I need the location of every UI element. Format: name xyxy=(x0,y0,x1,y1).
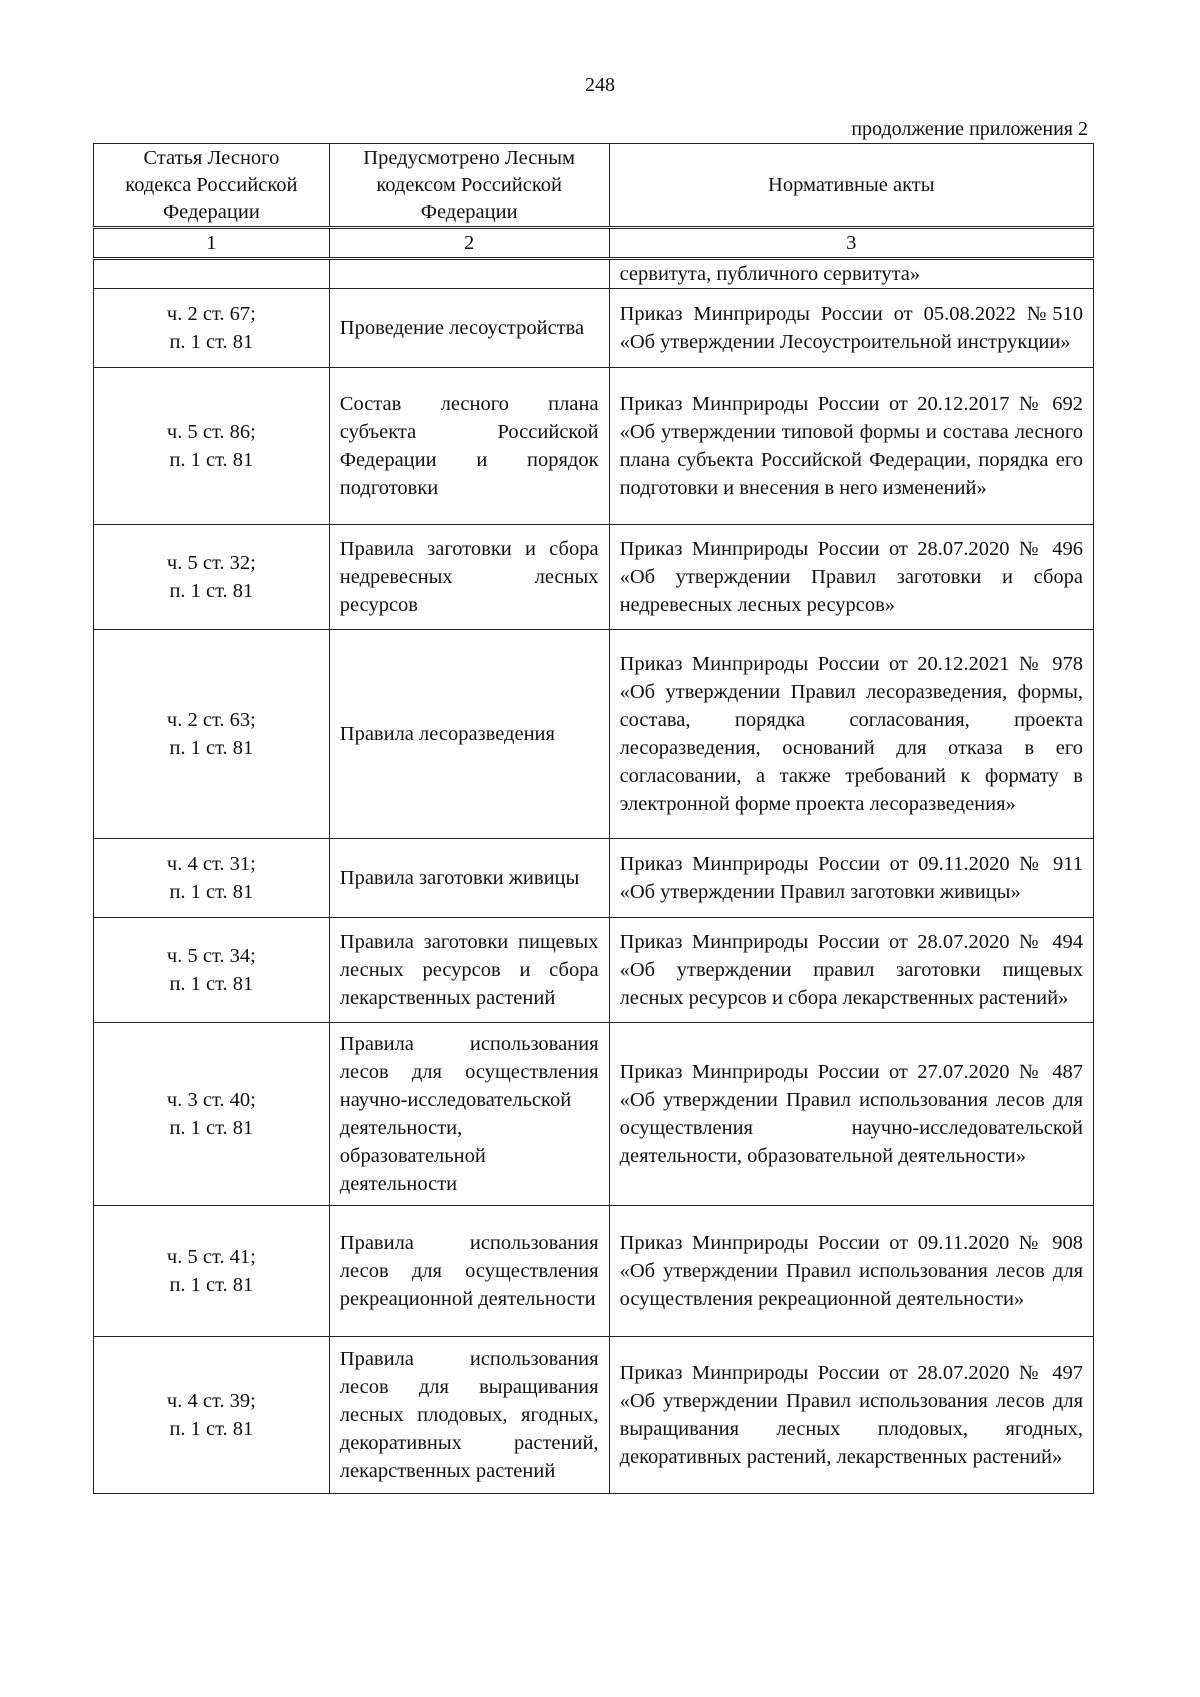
page-number: 248 xyxy=(585,74,615,96)
article-ref: ч. 4 ст. 39; xyxy=(166,1390,256,1412)
article-ref: п. 1 ст. 81 xyxy=(169,580,254,602)
acts-cell: сервитута, публичного сервитута» xyxy=(609,259,1093,289)
continuation-note: продолжение приложения 2 xyxy=(851,118,1088,140)
subject-cell xyxy=(329,259,609,289)
acts-cell: Приказ Минприроды России от 20.12.2021 № 978 «Об утверждении Правил лесоразведения, формы, состава, порядка согласования, проекта лесоразведения, оснований для отказа в его согласовании, а также требований к формату в электронной форме проекта лесоразведения» xyxy=(609,630,1093,839)
acts-cell: Приказ Минприроды России от 28.07.2020 № 496 «Об утверждении Правил заготовки и сбора недревесных лесных ресурсов» xyxy=(609,525,1093,630)
acts-cell: Приказ Минприроды России от 09.11.2020 № 911 «Об утверждении Правил заготовки живицы» xyxy=(609,839,1093,918)
table-row xyxy=(94,839,1094,918)
article-cell xyxy=(94,1023,330,1206)
article-cell xyxy=(94,525,330,630)
article-cell xyxy=(94,1337,330,1494)
header-acts: Нормативные акты xyxy=(609,144,1093,228)
article-ref: ч. 3 ст. 40; xyxy=(166,1089,256,1111)
table-row xyxy=(94,1337,1094,1494)
article-cell xyxy=(94,839,330,918)
subject-cell: Правила использования лесов для выращивания лесных плодовых, ягодных, декоративных растений, лекарственных растений xyxy=(329,1337,609,1494)
column-number-row xyxy=(94,228,1094,259)
acts-cell: Приказ Минприроды России от 09.11.2020 № 908 «Об утверждении Правил использования лесов для осуществления рекреационной деятельности» xyxy=(609,1206,1093,1337)
subject-cell: Правила заготовки и сбора недревесных лесных ресурсов xyxy=(329,525,609,630)
subject-cell: Правила заготовки пищевых лесных ресурсов и сбора лекарственных растений xyxy=(329,918,609,1023)
article-ref: п. 1 ст. 81 xyxy=(169,881,254,903)
article-ref: ч. 2 ст. 67; xyxy=(166,303,256,325)
header-article: Статья Лесного кодекса Российской Федерации xyxy=(94,144,330,228)
subject-cell: Правила использования лесов для осуществления рекреационной деятельности xyxy=(329,1206,609,1337)
article-ref: п. 1 ст. 81 xyxy=(169,1418,254,1440)
subject-cell: Правила заготовки живицы xyxy=(329,839,609,918)
table-header-row xyxy=(94,144,1094,228)
article-ref: п. 1 ст. 81 xyxy=(169,1117,254,1139)
table-row xyxy=(94,525,1094,630)
table-row xyxy=(94,918,1094,1023)
article-cell xyxy=(94,289,330,368)
article-ref: ч. 5 ст. 86; xyxy=(166,421,256,443)
article-cell xyxy=(94,1206,330,1337)
article-ref: ч. 5 ст. 32; xyxy=(166,552,256,574)
article-ref: п. 1 ст. 81 xyxy=(169,449,254,471)
table-row xyxy=(94,1206,1094,1337)
subject-cell: Проведение лесоустройства xyxy=(329,289,609,368)
column-number: 3 xyxy=(609,228,1093,259)
acts-cell: Приказ Минприроды России от 27.07.2020 № 487 «Об утверждении Правил использования лесов для осуществления научно-исследовательской деятельности, образовательной деятельности» xyxy=(609,1023,1093,1206)
table-row xyxy=(94,289,1094,368)
table-row xyxy=(94,368,1094,525)
article-ref: п. 1 ст. 81 xyxy=(169,973,254,995)
acts-cell: Приказ Минприроды России от 28.07.2020 № 497 «Об утверждении Правил использования лесов для выращивания лесных плодовых, ягодных, декоративных растений, лекарственных растений» xyxy=(609,1337,1093,1494)
subject-cell: Состав лесного плана субъекта Российской Федерации и порядок подготовки xyxy=(329,368,609,525)
article-ref: п. 1 ст. 81 xyxy=(169,331,254,353)
article-cell xyxy=(94,918,330,1023)
table-row xyxy=(94,259,1094,289)
article-cell xyxy=(94,368,330,525)
acts-cell: Приказ Минприроды России от 05.08.2022 №510 «Об утверждении Лесоустроительной инструкции» xyxy=(609,289,1093,368)
column-number: 2 xyxy=(329,228,609,259)
article-ref: ч. 2 ст. 63; xyxy=(166,709,256,731)
article-cell xyxy=(94,259,330,289)
table-row xyxy=(94,630,1094,839)
article-ref: ч. 5 ст. 41; xyxy=(166,1246,256,1268)
article-cell xyxy=(94,630,330,839)
subject-cell: Правила использования лесов для осуществления научно-исследовательской деятельности, образовательной деятельности xyxy=(329,1023,609,1206)
article-ref: п. 1 ст. 81 xyxy=(169,737,254,759)
subject-cell: Правила лесоразведения xyxy=(329,630,609,839)
header-subject: Предусмотрено Лесным кодексом Российской Федерации xyxy=(329,144,609,228)
acts-cell: Приказ Минприроды России от 20.12.2017 № 692 «Об утверждении типовой формы и состава лесного плана субъекта Российской Федерации, порядка его подготовки и внесения в него изменений» xyxy=(609,368,1093,525)
article-ref: п. 1 ст. 81 xyxy=(169,1274,254,1296)
acts-cell: Приказ Минприроды России от 28.07.2020 № 494 «Об утверждении правил заготовки пищевых лесных ресурсов и сбора лекарственных растений» xyxy=(609,918,1093,1023)
normative-acts-table xyxy=(93,143,1094,1494)
article-ref: ч. 5 ст. 34; xyxy=(166,945,256,967)
table-row xyxy=(94,1023,1094,1206)
article-ref: ч. 4 ст. 31; xyxy=(166,853,256,875)
column-number: 1 xyxy=(94,228,330,259)
